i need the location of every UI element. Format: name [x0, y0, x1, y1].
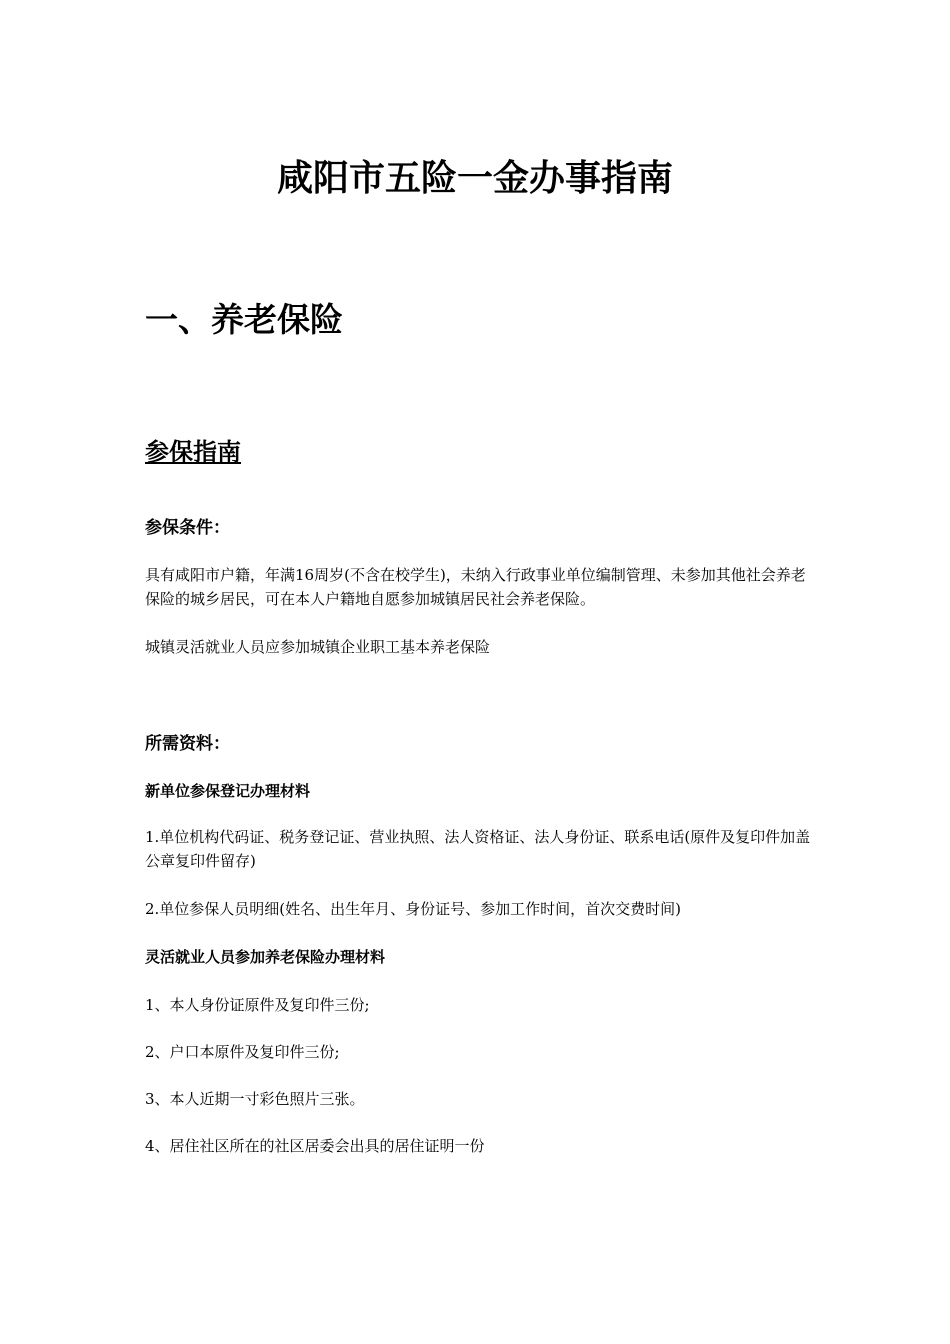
- new-unit-materials-heading: 新单位参保登记办理材料: [145, 782, 311, 800]
- new-unit-material-item: 2.单位参保人员明细(姓名、出生年月、身份证号、参加工作时间，首次交费时间): [145, 900, 682, 918]
- conditions-paragraph: 城镇灵活就业人员应参加城镇企业职工基本养老保险: [145, 638, 491, 656]
- flexible-materials-heading: 灵活就业人员参加养老保险办理材料: [145, 948, 386, 966]
- flexible-material-item: 2、户口本原件及复印件三份;: [145, 1043, 340, 1061]
- flexible-material-item: 1、本人身份证原件及复印件三份;: [145, 996, 370, 1014]
- section-heading-pension: 一、养老保险: [145, 300, 343, 339]
- conditions-label: 参保条件：: [145, 518, 230, 538]
- materials-label: 所需资料：: [145, 734, 230, 754]
- flexible-material-item: 4、居住社区所在的社区居委会出具的居住证明一份: [145, 1137, 485, 1155]
- subsection-heading-guide: 参保指南: [145, 438, 241, 466]
- new-unit-material-item: 1.单位机构代码证、税务登记证、营业执照、法人资格证、法人身份证、联系电话(原件及复印件加盖公章复印件留存): [145, 828, 811, 870]
- document-title: 咸阳市五险一金办事指南: [276, 158, 673, 199]
- flexible-material-item: 3、本人近期一寸彩色照片三张。: [145, 1090, 365, 1108]
- conditions-paragraph: 具有咸阳市户籍，年满16周岁(不含在校学生)，未纳入行政事业单位编制管理、未参加其他社会养老保险的城乡居民，可在本人户籍地自愿参加城镇居民社会养老保险。: [145, 566, 806, 608]
